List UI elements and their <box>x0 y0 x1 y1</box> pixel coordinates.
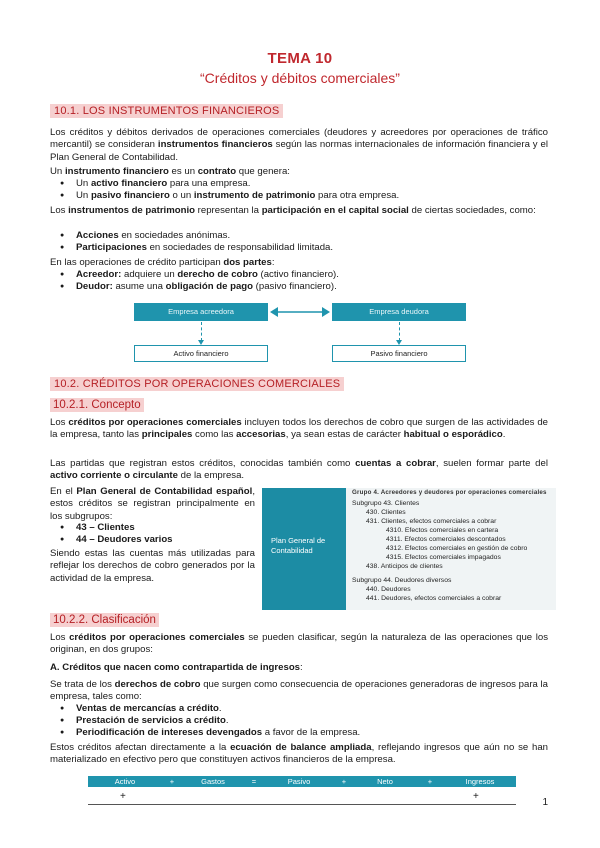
equation-operator: = <box>251 777 257 786</box>
pgc-line: Subgrupo 44. Deudores diversos <box>352 577 452 584</box>
tema-title: TEMA 10 <box>267 50 333 67</box>
list-item: ● 43 – Clientes <box>76 522 135 534</box>
equation-cell: Neto <box>377 777 393 786</box>
diagram-asset-box: Activo financiero <box>134 345 268 362</box>
list-item: ● Acreedor: adquiere un derecho de cobro (activo financiero). <box>76 269 339 281</box>
pgc-line: 4312. Efectos comerciales en gestión de cobro <box>386 545 528 552</box>
arrow-down-icon <box>399 322 400 341</box>
equation-operator: + <box>427 777 433 786</box>
paragraph-clasificacion: Los créditos por operaciones comerciales se pueden clasificar, según la naturaleza de las operaciones que los originan, en dos grupos: <box>50 632 548 656</box>
paragraph-pgc: En el Plan General de Contabilidad español, estos créditos se registran principalmente en los subgrupos: <box>50 486 255 522</box>
parties-line: En las operaciones de crédito participan dos partes: <box>50 257 275 268</box>
list-item: ● Deudor: asume una obligación de pago (pasivo financiero). <box>76 281 337 293</box>
list-item: ● 44 – Deudores varios <box>76 534 173 546</box>
list-item: ● Un activo financiero para una empresa. <box>76 178 250 190</box>
pgc-line: 4311. Efectos comerciales descontados <box>386 536 506 543</box>
pgc-line: 440. Deudores <box>366 586 411 593</box>
paragraph-cuentas-cobrar: Las partidas que registran estos créditos, conocidas también como cuentas a cobrar, suelen formar parte del activo corriente o circulante de la empresa. <box>50 458 548 482</box>
page-number: 1 <box>542 797 548 808</box>
subsection-heading-concepto: 10.2.1. Concepto <box>50 398 144 412</box>
definition-line: Un instrumento financiero es un contrato que genera: <box>50 166 290 177</box>
paragraph-concepto: Los créditos por operaciones comerciales incluyen todos los derechos de cobro que surgen de las actividades de la empresa, tanto las principales como las accesorias, ya sean estas de carácter habitual o esporádico. <box>50 417 548 441</box>
equation-rule <box>88 804 516 805</box>
pgc-line: 438. Anticipos de clientes <box>366 563 443 570</box>
subsection-heading-clasificacion: 10.2.2. Clasificación <box>50 613 159 627</box>
list-item: ● Participaciones en sociedades de responsabilidad limitada. <box>76 242 333 254</box>
group-a-title: A. Créditos que nacen como contrapartida de ingresos: <box>50 662 303 673</box>
paragraph-cuentas-utilizadas: Siendo estas las cuentas más utilizadas para reflejar los derechos de cobro generados por la actividad de la empresa. <box>50 548 255 584</box>
pgc-line: 4315. Efectos comerciales impagados <box>386 554 501 561</box>
list-item: ● Acciones en sociedades anónimas. <box>76 230 230 242</box>
equation-cell: Activo <box>114 777 136 786</box>
pgc-title: Grupo 4. Acreedores y deudores por operaciones comerciales <box>352 489 547 496</box>
equation-cell: Gastos <box>201 777 225 786</box>
double-arrow-icon <box>270 305 330 319</box>
paragraph-patrimonio: Los instrumentos de patrimonio representan la participación en el capital social de ciertas sociedades, como: <box>50 205 536 216</box>
list-item: ● Ventas de mercancías a crédito. <box>76 703 222 715</box>
equation-plus-mark: + <box>473 791 479 802</box>
paragraph-derechos-cobro: Se trata de los derechos de cobro que surgen como consecuencia de operaciones generadoras de ingresos para la empresa, tales como: <box>50 679 549 703</box>
pgc-line: 431. Clientes, efectos comerciales a cobrar <box>366 518 497 525</box>
pgc-line: 430. Clientes <box>366 509 406 516</box>
equation-cell: Ingresos <box>465 777 495 786</box>
equation-operator: + <box>169 777 175 786</box>
diagram-debtor-box: Empresa deudora <box>332 303 466 321</box>
paragraph-intro: Los créditos y débitos derivados de operaciones comerciales (deudores y acreedores por operaciones de tráfico mercantil) se consideran instrumentos financieros según las normas internacionales de información financiera y el Plan General de Contabilidad. <box>50 127 548 163</box>
paragraph-ecuacion: Estos créditos afectan directamente a la ecuación de balance ampliada, reflejando ingresos que aún no se han materializado en efectivo pero que constituyen activos financieros de la empresa. <box>50 742 548 766</box>
pgc-line: Subgrupo 43. Clientes <box>352 500 420 507</box>
pgc-label: Plan General de Contabilidad <box>262 488 346 610</box>
equation-plus-mark: + <box>120 791 126 802</box>
diagram-creditor-box: Empresa acreedora <box>134 303 268 321</box>
equation-cell: Pasivo <box>287 777 311 786</box>
pgc-group4-panel <box>262 488 556 610</box>
tema-subtitle: “Créditos y débitos comerciales” <box>200 70 400 86</box>
arrow-down-icon <box>201 322 202 341</box>
equation-operator: + <box>341 777 347 786</box>
section-heading-10-1: 10.1. LOS INSTRUMENTOS FINANCIEROS <box>50 104 283 118</box>
section-heading-10-2: 10.2. CRÉDITOS POR OPERACIONES COMERCIALES <box>50 377 344 391</box>
pgc-line: 4310. Efectos comerciales en cartera <box>386 527 499 534</box>
pgc-line: 441. Deudores, efectos comerciales a cobrar <box>366 595 502 602</box>
list-item: ● Prestación de servicios a crédito. <box>76 715 229 727</box>
list-item: ● Periodificación de intereses devengados a favor de la empresa. <box>76 727 360 739</box>
diagram-liability-box: Pasivo financiero <box>332 345 466 362</box>
list-item: ● Un pasivo financiero o un instrumento de patrimonio para otra empresa. <box>76 190 399 202</box>
